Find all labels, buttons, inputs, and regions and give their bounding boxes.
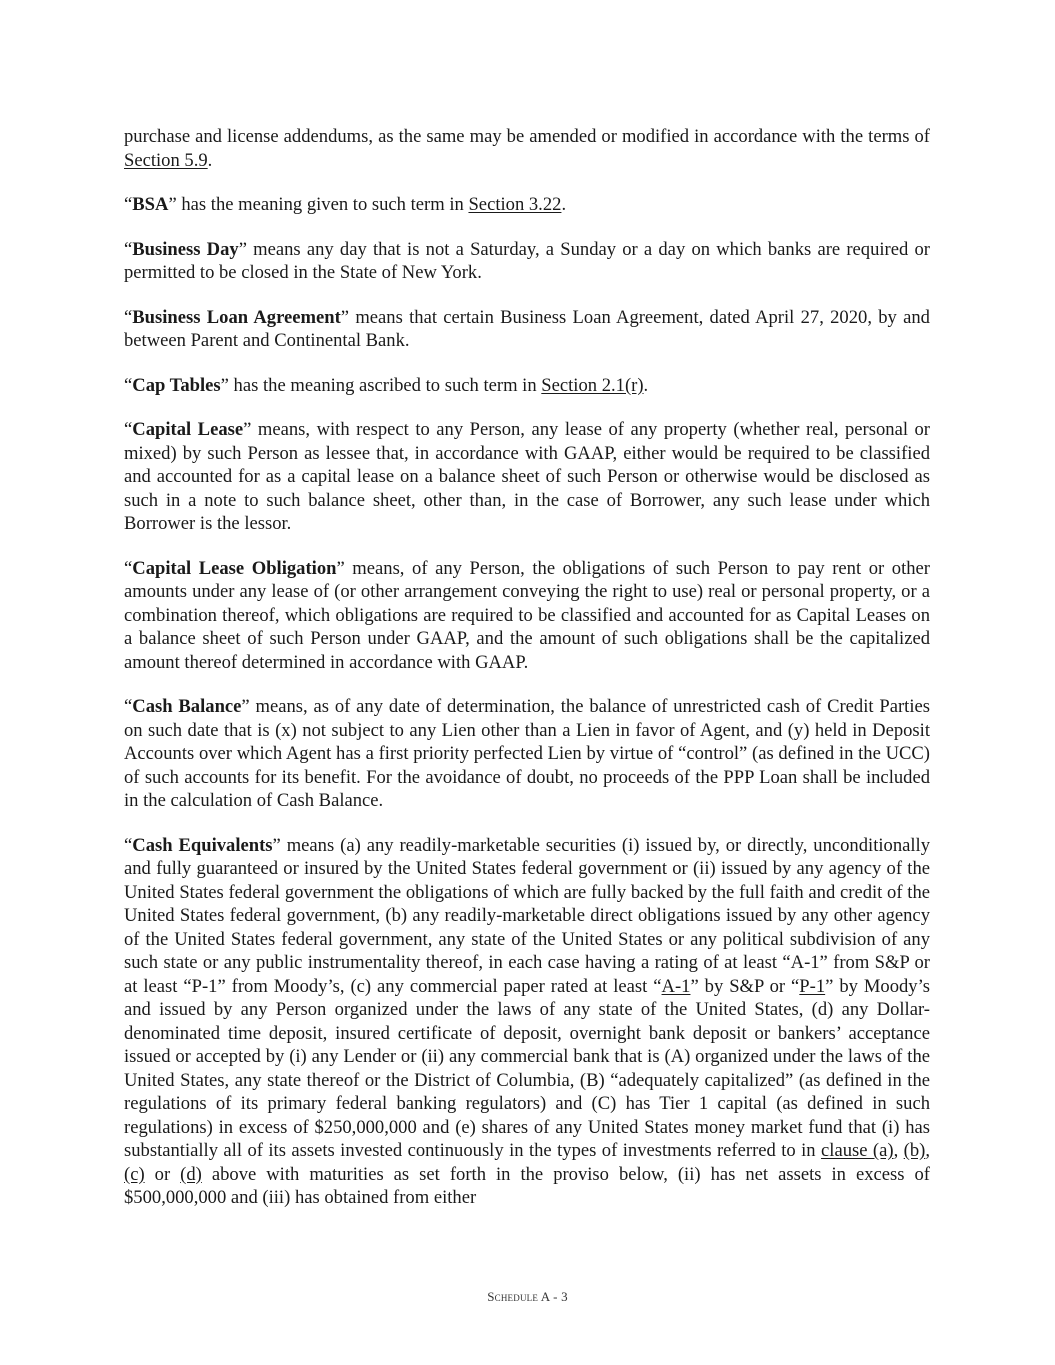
defined-term: Business Loan Agreement: [132, 306, 341, 328]
defined-term: Capital Lease Obligation: [132, 557, 337, 579]
definition-cash-equivalents: “Cash Equivalents” means (a) any readily-marketable securities (i) issued by, or directly, unconditionally and fully guaranteed or insured by the United States federal government or (ii) issued by any agency of the United States federal government the obligations of which are fully backed by the full faith and credit of the United States federal government, (b) any readily-marketable direct obligations issued by any other agency of the United States federal government, any state of the United States or any political subdivision of any such state or any public instrumentality thereof, in each case having a rating of at least “A-1” from S&P or at least “P-1” from Moody’s, (c) any commercial paper rated at least “A-1” by S&P or “P-1” by Moody’s and issued by any Person organized under the laws of any state of the United States, (d) any Dollar-denominated time deposit, insured certificate of deposit, overnight bank deposit or bankers’ acceptance issued or accepted by (i) any Lender or (ii) any commercial bank that is (A) organized under the laws of the United States, any state thereof or the District of Columbia, (B) “adequately capitalized” (as defined in the regulations of its primary federal banking regulators) and (C) has Tier 1 capital (as defined in such regulations) in excess of $250,000,000 and (e) shares of any United States money market fund that (i) has substantially all of its assets invested continuously in the types of investments referred to in clause (a), (b), (c) or (d) above with maturities as set forth in the proviso below, (ii) has net assets in excess of $500,000,000 and (iii) has obtained from either: [124, 834, 931, 1208]
section-reference: Section 3.22: [468, 194, 562, 215]
clause-reference: (d): [180, 1163, 202, 1185]
page-footer: [0, 1289, 1055, 1305]
defined-term: BSA: [132, 194, 169, 215]
definition-business-day: “Business Day” means any day that is not a Saturday, a Sunday or a day on which banks are required or permitted to be closed in the State of New York.: [124, 238, 930, 283]
definition-business-loan-agreement: “Business Loan Agreement” means that certain Business Loan Agreement, dated April 27, 2020, by and between Parent and Continental Bank.: [124, 306, 930, 351]
rating-reference: A-1: [661, 975, 691, 997]
definition-cash-balance: “Cash Balance” means, as of any date of determination, the balance of unrestricted cash of Credit Parties on such date that is (x) not subject to any Lien other than a Lien in favor of Agent, and (y) held in Deposit Accounts over which Agent has a first priority perfected Lien by virtue of “control” (as defined in the UCC) of such accounts for its benefit. For the avoidance of doubt, no proceeds of the PPP Loan shall be included in the calculation of Cash Balance.: [124, 696, 930, 811]
clause-reference: (b): [903, 1140, 926, 1161]
clause-reference: (c): [124, 1163, 145, 1185]
section-reference: Section 5.9: [124, 149, 208, 171]
document-body: [124, 125, 930, 1231]
defined-term: Cap Tables: [132, 374, 221, 396]
defined-term: Cash Balance: [132, 696, 242, 717]
definition-capital-lease: “Capital Lease” means, with respect to any Person, any lease of any property (whether real, personal or mixed) by such Person as lessee that, in accordance with GAAP, either would be required to be classified and accounted for as a capital lease on a balance sheet of such Person or otherwise would be disclosed as such in a note to such balance sheet, other than, in the case of Borrower, any such lease under which Borrower is the lessor.: [124, 419, 930, 534]
definition-bsa: “BSA” has the meaning given to such term in Section 3.22.: [124, 194, 567, 215]
definition-capital-lease-obligation: “Capital Lease Obligation” means, of any Person, the obligations of such Person to pay rent or other amounts under any lease of (or other arrangement conveying the right to use) real or personal property, or a combination thereof, which obligations are required to be classified and accounted for as Capital Leases on a balance sheet of such Person under GAAP, and the amount of such obligations shall be the capitalized amount thereof determined in accordance with GAAP.: [124, 557, 930, 673]
rating-reference: P-1: [799, 975, 826, 997]
section-reference: Section 2.1(r): [541, 374, 644, 396]
defined-term: Cash Equivalents: [132, 834, 273, 856]
clause-reference: clause (a): [821, 1140, 894, 1161]
defined-term: Business Day: [132, 238, 239, 260]
footer-label: Schedule A - 3: [487, 1289, 568, 1304]
defined-term: Capital Lease: [132, 419, 244, 440]
definition-cap-tables: “Cap Tables” has the meaning ascribed to such term in Section 2.1(r).: [124, 374, 649, 396]
paragraph-continuation: purchase and license addendums, as the same may be amended or modified in accordance with the terms of Section 5.9.: [124, 126, 930, 171]
